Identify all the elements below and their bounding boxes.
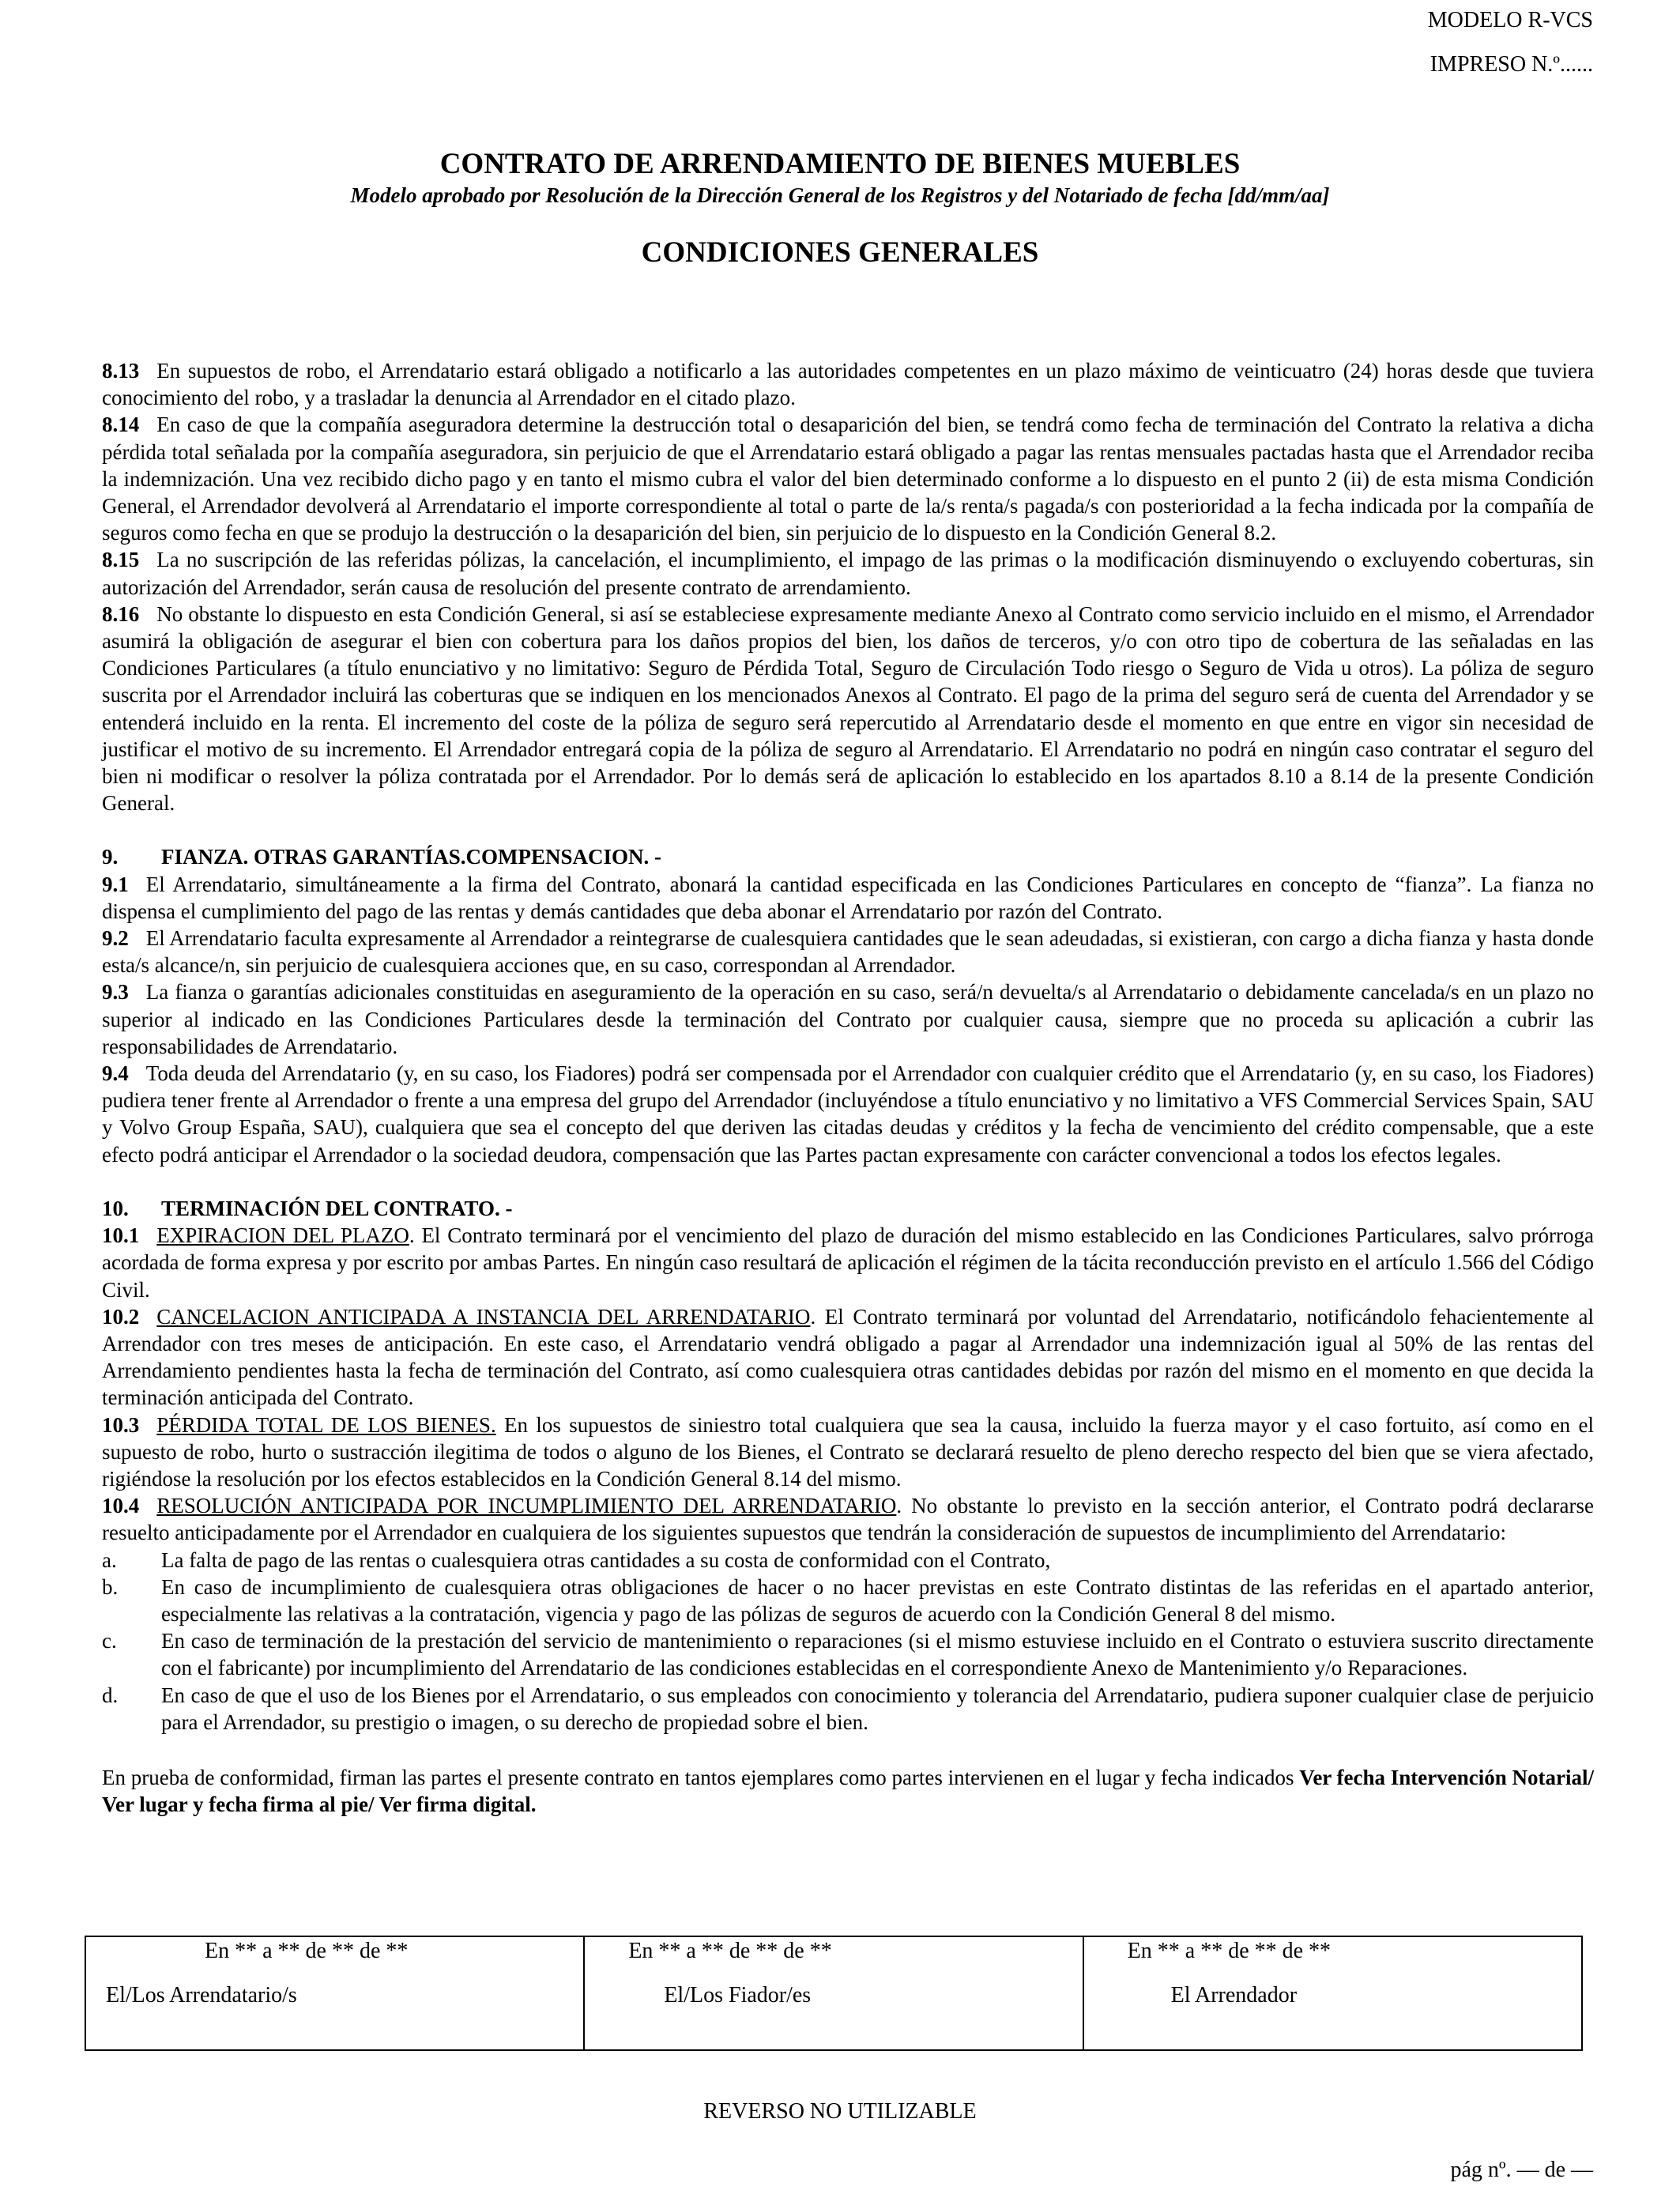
clause-10-3: 10.3 PÉRDIDA TOTAL DE LOS BIENES. En los supuestos de siniestro total cualquiera que sea la causa, incluido la fuerza mayor y el caso fortuito, así como en el supuesto de robo, hurto o sustracción ilegitima de todos o alguno de los Bienes, el Contrato se declarará resuelto de pleno derecho respecto del bien que se viera afectado, rigiéndose la resolución por los efectos establecidos en la Condición General 8.14 del mismo.	[102, 1412, 1594, 1491]
signature-place-date: En ** a ** de ** de **	[1127, 1939, 1332, 1963]
list-item-d: d. En caso de que el uso de los Bienes por el Arrendatario, o sus empleados con conocimiento y tolerancia del Arrendatario, pudiera suponer cualquier clase de perjuicio para el Arrendador, su prestigio o imagen, o su derecho de propiedad sobre el bien.	[102, 1683, 1594, 1734]
clause-10-1: 10.1 EXPIRACION DEL PLAZO. El Contrato terminará por el vencimiento del plazo de duración del mismo establecido en las Condiciones Particulares, salvo prórroga acordada de forma expresa y por escrito por ambas Partes. En ningún caso resultará de aplicación el régimen de la tácita reconducción previsto en el artículo 1.566 del Código Civil.	[102, 1223, 1594, 1302]
list-item-b: b. En caso de incumplimiento de cualesquiera otras obligaciones de hacer o no hacer previstas en este Contrato distintas de las referidas en el apartado anterior, especialmente las relativas a la contratación, vigencia y pago de las pólizas de seguros de acuerdo con la Condición General 8 del mismo.	[102, 1574, 1594, 1626]
clause-9-1: 9.1 El Arrendatario, simultáneamente a la firma del Contrato, abonará la cantidad especificada en las Condiciones Particulares en concepto de “fianza”. La fianza no dispensa el cumplimiento del pago de las rentas y demás cantidades que deba abonar el Arrendatario por razón del Contrato.	[102, 872, 1594, 923]
clause-8-15: 8.15 La no suscripción de las referidas pólizas, la cancelación, el incumplimiento, el impago de las primas o la modificación disminuyendo o excluyendo coberturas, sin autorización del Arrendador, serán causa de resolución del presente contrato de arrendamiento.	[102, 548, 1594, 599]
clause-8-16: 8.16 No obstante lo dispuesto en esta Condición General, si así se estableciese expresamente mediante Anexo al Contrato como servicio incluido en el mismo, el Arrendador asumirá la obligación de asegurar el bien con cobertura para los daños propios del bien, los daños de terceros, y/o con otro tipo de cobertura de las señaladas en las Condiciones Particulares (a título enunciativo y no limitativo: Seguro de Pérdida Total, Seguro de Circulación Todo riesgo o Seguro de Vida u otros). La póliza de seguro suscrita por el Arrendador incluirá las coberturas que se indiquen en los mencionados Anexos al Contrato. El pago de la prima del seguro será de cuenta del Arrendador y se entenderá incluido en la renta. El incremento del coste de la póliza de seguro será repercutido al Arrendatario desde el momento en que entre en vigor sin necesidad de justificar el motivo de su incremento. El Arrendador entregará copia de la póliza de seguro al Arrendatario. El Arrendatario no podrá en ningún caso contratar el seguro del bien ni modificar o resolver la póliza contratada por el Arrendador. Por lo demás será de aplicación lo establecido en los apartados 8.10 a 8.14 de la presente Condición General.	[102, 601, 1594, 816]
signature-table	[85, 1936, 1583, 2051]
closing-statement: En prueba de conformidad, firman las partes el presente contrato en tantos ejemplares como partes intervienen en el lugar y fecha indicados Ver fecha Intervención Notarial/ Ver lugar y fecha firma al pie/ Ver firma digital.	[102, 1765, 1595, 1817]
signature-party-label: El Arrendador	[1170, 1983, 1298, 2007]
section-9-heading: 9. FIANZA. OTRAS GARANTÍAS.COMPENSACION. -	[102, 845, 662, 869]
model-label: MODELO R-VCS	[1427, 8, 1593, 32]
section-10-heading: 10. TERMINACIÓN DEL CONTRATO. -	[102, 1196, 513, 1220]
signature-place-date: En ** a ** de ** de **	[628, 1939, 832, 1963]
clause-8-14: 8.14 En caso de que la compañía aseguradora determine la destrucción total o desaparición del bien, se tendrá como fecha de terminación del Contrato la relativa a dicha pérdida total señalada por la compañía aseguradora, sin perjuicio de que el Arrendatario estará obligado a pagar las rentas mensuales pactadas hasta que el Arrendador reciba la indemnización. Una vez recibido dicho pago y en tanto el mismo cubra el valor del bien determinado conforme a lo dispuesto en el punto 2 (ii) de esta misma Condición General, el Arrendador devolverá al Arrendatario el importe correspondiente al total o parte de la/s renta/s pagada/s con posterioridad a la fecha indicada por la compañía de seguros como fecha en que se produjo la destrucción o la desaparición del bien, sin perjuicio de lo dispuesto en la Condición General 8.2.	[102, 413, 1594, 545]
page-number: pág nº. — de —	[1450, 2158, 1593, 2182]
clause-10-2: 10.2 CANCELACION ANTICIPADA A INSTANCIA DEL ARRENDATARIO. El Contrato terminará por voluntad del Arrendatario, notificándolo fehacientemente al Arrendador con tres meses de anticipación. En este caso, el Arrendatario vendrá obligado a pagar al Arrendador una indemnización igual al 50% de las rentas del Arrendamiento pendientes hasta la fecha de terminación del Contrato, así como cualesquiera otras cantidades debidas por razón del mismo en el momento en que decida la terminación anticipada del Contrato.	[102, 1304, 1594, 1410]
impreso-label: IMPRESO N.º......	[1430, 52, 1593, 77]
clause-8-13: 8.13 En supuestos de robo, el Arrendatario estará obligado a notificarlo a las autoridades competentes en un plazo máximo de veinticuatro (24) horas desde que tuviera conocimiento del robo, y a trasladar la denuncia al Arrendador en el citado plazo.	[102, 359, 1594, 410]
signature-party-label: El/Los Arrendatario/s	[106, 1983, 297, 2007]
signature-place-date: En ** a ** de ** de **	[205, 1939, 409, 1963]
document-subtitle: Modelo aprobado por Resolución de la Dirección General de los Registros y del Notariado de fecha [dd/mm/aa]	[350, 183, 1330, 207]
list-item-a: a. La falta de pago de las rentas o cualesquiera otras cantidades a su costa de conformidad con el Contrato,	[102, 1547, 1051, 1572]
signature-cell-fiador[interactable]	[584, 1936, 1083, 2050]
reverso-note: REVERSO NO UTILIZABLE	[703, 2099, 977, 2124]
signature-cell-arrendador[interactable]	[1083, 1936, 1582, 2050]
clause-9-3: 9.3 La fianza o garantías adicionales constituidas en aseguramiento de la operación en su caso, será/n devuelta/s al Arrendatario o debidamente cancelada/s en un plazo no superior al indicado en las Condiciones Particulares desde la terminación del Contrato por cualquier causa, siempre que no proceda su aplicación a cubrir las responsabilidades de Arrendatario.	[102, 980, 1594, 1058]
document-body	[102, 357, 1594, 1818]
signature-party-label: El/Los Fiador/es	[664, 1983, 812, 2007]
section-title: CONDICIONES GENERALES	[641, 236, 1039, 269]
document-title: CONTRATO DE ARRENDAMIENTO DE BIENES MUEBLES	[439, 148, 1241, 180]
clause-10-4: 10.4 RESOLUCIÓN ANTICIPADA POR INCUMPLIMIENTO DEL ARRENDATARIO. No obstante lo previsto en la sección anterior, el Contrato podrá declararse resuelto anticipadamente por el Arrendador en cualquiera de los siguientes supuestos que tendrán la consideración de supuestos de incumplimiento del Arrendatario:	[102, 1494, 1594, 1545]
signature-cell-arrendatario[interactable]	[85, 1936, 584, 2050]
list-item-c: c. En caso de terminación de la prestación del servicio de mantenimiento o reparaciones (si el mismo estuviese incluido en el Contrato o estuviera suscrito directamente con el fabricante) por incumplimiento del Arrendatario de las condiciones establecidas en el correspondiente Anexo de Mantenimiento y/o Reparaciones.	[102, 1629, 1594, 1680]
clause-9-4: 9.4 Toda deuda del Arrendatario (y, en su caso, los Fiadores) podrá ser compensada por el Arrendador con cualquier crédito que el Arrendatario (y, en su caso, los Fiadores) pudiera tener frente al Arrendador o frente a una empresa del grupo del Arrendador (incluyéndose a título enunciativo y no limitativo a VFS Commercial Services Spain, SAU y Volvo Group España, SAU), cualquiera que sea el concepto del que deriven las citadas deudas y créditos y la fecha de vencimiento del crédito compensable, que a este efecto podrá anticipar el Arrendador o la sociedad deudora, compensación que las Partes pactan expresamente con carácter convencional a todos los efectos legales.	[102, 1061, 1594, 1167]
clause-9-2: 9.2 El Arrendatario faculta expresamente al Arrendador a reintegrarse de cualesquiera cantidades que le sean adeudadas, si existieran, con cargo a dicha fianza y hasta donde esta/s alcance/n, sin perjuicio de cualesquiera acciones que, en su caso, correspondan al Arrendador.	[102, 926, 1594, 978]
